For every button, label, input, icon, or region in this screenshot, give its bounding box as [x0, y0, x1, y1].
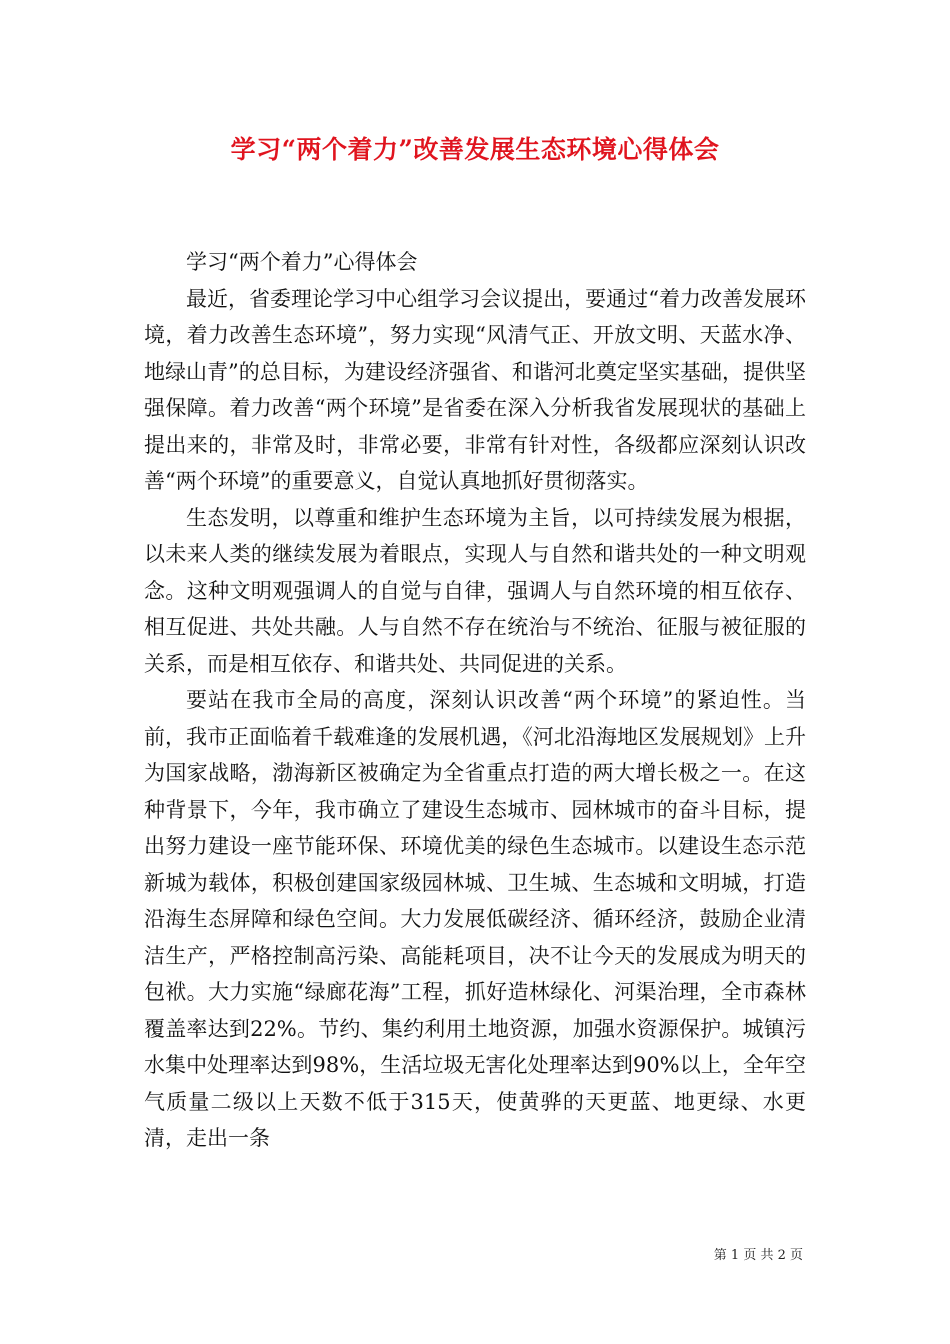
- document-body: [144, 244, 806, 1157]
- page-number: 第 1 页 共 2 页: [713, 1248, 803, 1263]
- paragraph-1: 最近，省委理论学习中心组学习会议提出，要通过“着力改善发展环境，着力改善生态环境”，努力实现“风清气正、开放文明、天蓝水净、地绿山青”的总目标，为建设经济强省、和谐河北奠定坚实基础，提供坚强保障。着力改善“两个环境”是省委在深入分析我省发展现状的基础上提出来的，非常及时，非常必要，非常有针对性，各级都应深刻认识改善“两个环境”的重要意义，自觉认真地抓好贯彻落实。: [144, 286, 806, 493]
- paragraph-2: 生态发明，以尊重和维护生态环境为主旨，以可持续发展为根据，以未来人类的继续发展为着眼点，实现人与自然和谐共处的一种文明观念。这种文明观强调人的自觉与自律，强调人与自然环境的相互依存、相互促进、共处共融。人与自然不存在统治与不统治、征服与被征服的关系，而是相互依存、和谐共处、共同促进的关系。: [144, 505, 806, 676]
- document-title: 学习“两个着力”改善发展生态环境心得体会: [230, 135, 720, 164]
- paragraph-3: 要站在我市全局的高度，深刻认识改善“两个环境”的紧迫性。当前，我市正面临着千载难逢的发展机遇，《河北沿海地区发展规划》上升为国家战略，渤海新区被确定为全省重点打造的两大增长极之一。在这种背景下，今年，我市确立了建设生态城市、园林城市的奋斗目标，提出努力建设一座节能环保、环境优美的绿色生态城市。以建设生态示范新城为载体，积极创建国家级园林城、卫生城、生态城和文明城，打造沿海生态屏障和绿色空间。大力发展低碳经济、循环经济，鼓励企业清洁生产，严格控制高污染、高能耗项目，决不让今天的发展成为明天的包袱。大力实施“绿廊花海”工程，抓好造林绿化、河渠治理，全市森林覆盖率达到22%。节约、集约利用土地资源，加强水资源保护。城镇污水集中处理率达到98%，生活垃圾无害化处理率达到90%以上，全年空气质量二级以上天数不低于315天，使黄骅的天更蓝、地更绿、水更清，走出一条: [144, 688, 806, 1150]
- document-subtitle: 学习“两个着力”心得体会: [186, 250, 418, 274]
